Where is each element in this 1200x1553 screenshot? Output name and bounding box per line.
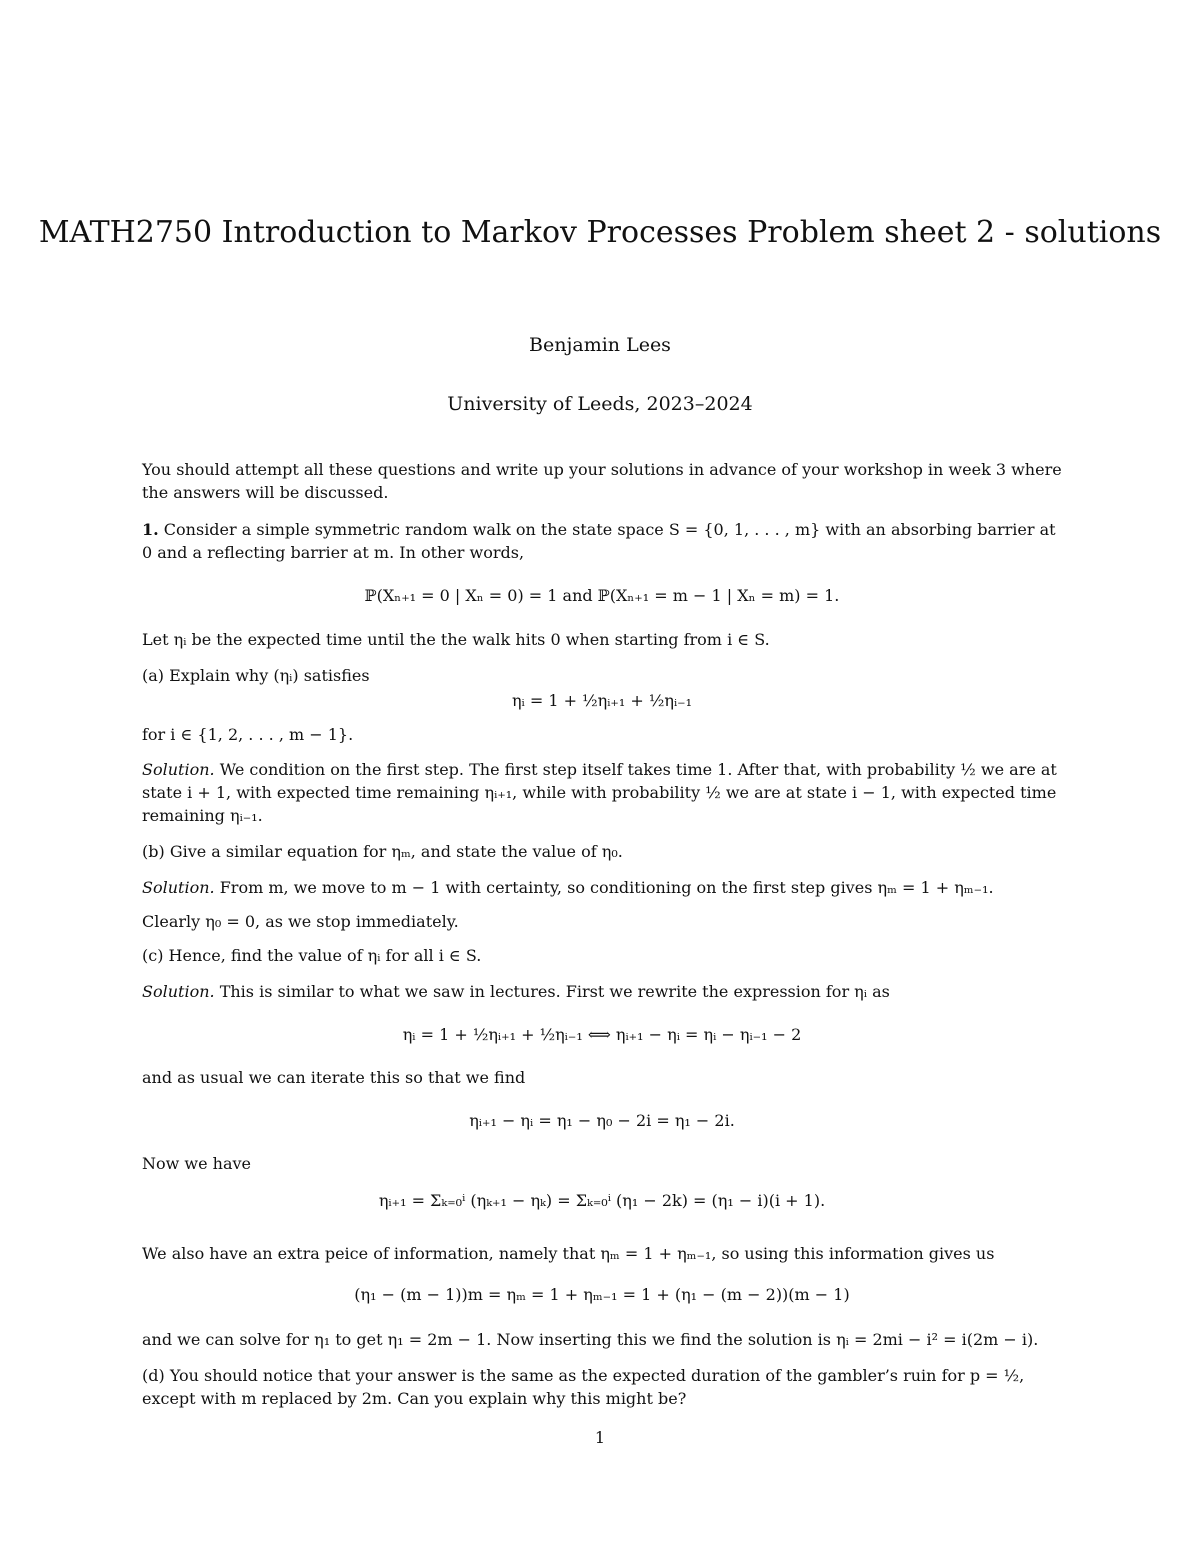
question-1-text: Consider a simple symmetric random walk on the state space S = {0, 1, . . . , m} with an absorbing barrier at 0 and a reflecting barrier at m. In other words, [142,520,1056,562]
page-number: 1 [594,1428,606,1447]
extra-information: We also have an extra peice of information, namely that ηₘ = 1 + ηₘ₋₁, so using this information gives us [142,1244,995,1263]
solution-a-text: We condition on the first step. The first step itself takes time 1. After that, with probability ½ we are at state i + 1, with expected time remaining ηᵢ₊₁, while with probability ½ we are at state i − 1, with expected time remaining ηᵢ₋₁. [142,760,1057,825]
equation-c3: ηᵢ₊₁ = Σₖ₌₀ⁱ (ηₖ₊₁ − ηₖ) = Σₖ₌₀ⁱ (η₁ − 2k) = (η₁ − i)(i + 1). [378,1191,826,1210]
for-range-line: for i ∈ {1, 2, . . . , m − 1}. [142,725,354,744]
now-we-have: Now we have [142,1154,252,1173]
equation-a: ηᵢ = 1 + ½ηᵢ₊₁ + ½ηᵢ₋₁ [511,691,693,710]
solution-label: Solution. [142,760,215,779]
intro-paragraph: You should attempt all these questions and write up your solutions in advance of your workshop in week 3 where the answers will be discussed. [142,460,1062,502]
question-1 [142,518,1062,564]
question-a: (a) Explain why (ηᵢ) satisfies [142,666,370,685]
let-statement: Let ηᵢ be the expected time until the the walk hits 0 when starting from i ∈ S. [142,630,770,649]
question-d: (d) You should notice that your answer is the same as the expected duration of the gambler’s ruin for p = ½, except with m replaced by 2m. Can you explain why this might be? [142,1366,1025,1408]
author-name: Benjamin Lees [529,334,671,356]
solution-b [142,876,1062,899]
question-b: (b) Give a similar equation for ηₘ, and state the value of η₀. [142,842,623,861]
solution-label: Solution. [142,982,215,1001]
question-c: (c) Hence, find the value of ηᵢ for all i ∈ S. [142,946,482,965]
equation-c4: (η₁ − (m − 1))m = ηₘ = 1 + ηₘ₋₁ = 1 + (η₁ − (m − 2))(m − 1) [354,1285,850,1304]
document-title: MATH2750 Introduction to Markov Processes Problem sheet 2 - solutions [38,215,1162,250]
equation-c1: ηᵢ = 1 + ½ηᵢ₊₁ + ½ηᵢ₋₁ ⟺ ηᵢ₊₁ − ηᵢ = ηᵢ − ηᵢ₋₁ − 2 [402,1025,802,1044]
iterate-statement: and as usual we can iterate this so that we find [142,1068,526,1087]
solution-a [142,758,1062,827]
solution-c-text: This is similar to what we saw in lectures. First we rewrite the expression for ηᵢ as [219,982,890,1001]
solution-label: Solution. [142,878,215,897]
equation-barriers: ℙ(Xₙ₊₁ = 0 | Xₙ = 0) = 1 and ℙ(Xₙ₊₁ = m − 1 | Xₙ = m) = 1. [364,586,840,605]
question-1-number: 1. [142,520,159,539]
solution-b-text: From m, we move to m − 1 with certainty, so conditioning on the first step gives ηₘ = 1 + ηₘ₋₁. [219,878,994,897]
solve-statement: and we can solve for η₁ to get η₁ = 2m − 1. Now inserting this we find the solution is ηᵢ = 2mi − i² = i(2m − i). [142,1330,1039,1349]
solution-c [142,980,1062,1003]
equation-c2: ηᵢ₊₁ − ηᵢ = η₁ − η₀ − 2i = η₁ − 2i. [469,1111,735,1130]
clearly-statement: Clearly η₀ = 0, as we stop immediately. [142,912,459,931]
affiliation: University of Leeds, 2023–2024 [447,393,753,415]
